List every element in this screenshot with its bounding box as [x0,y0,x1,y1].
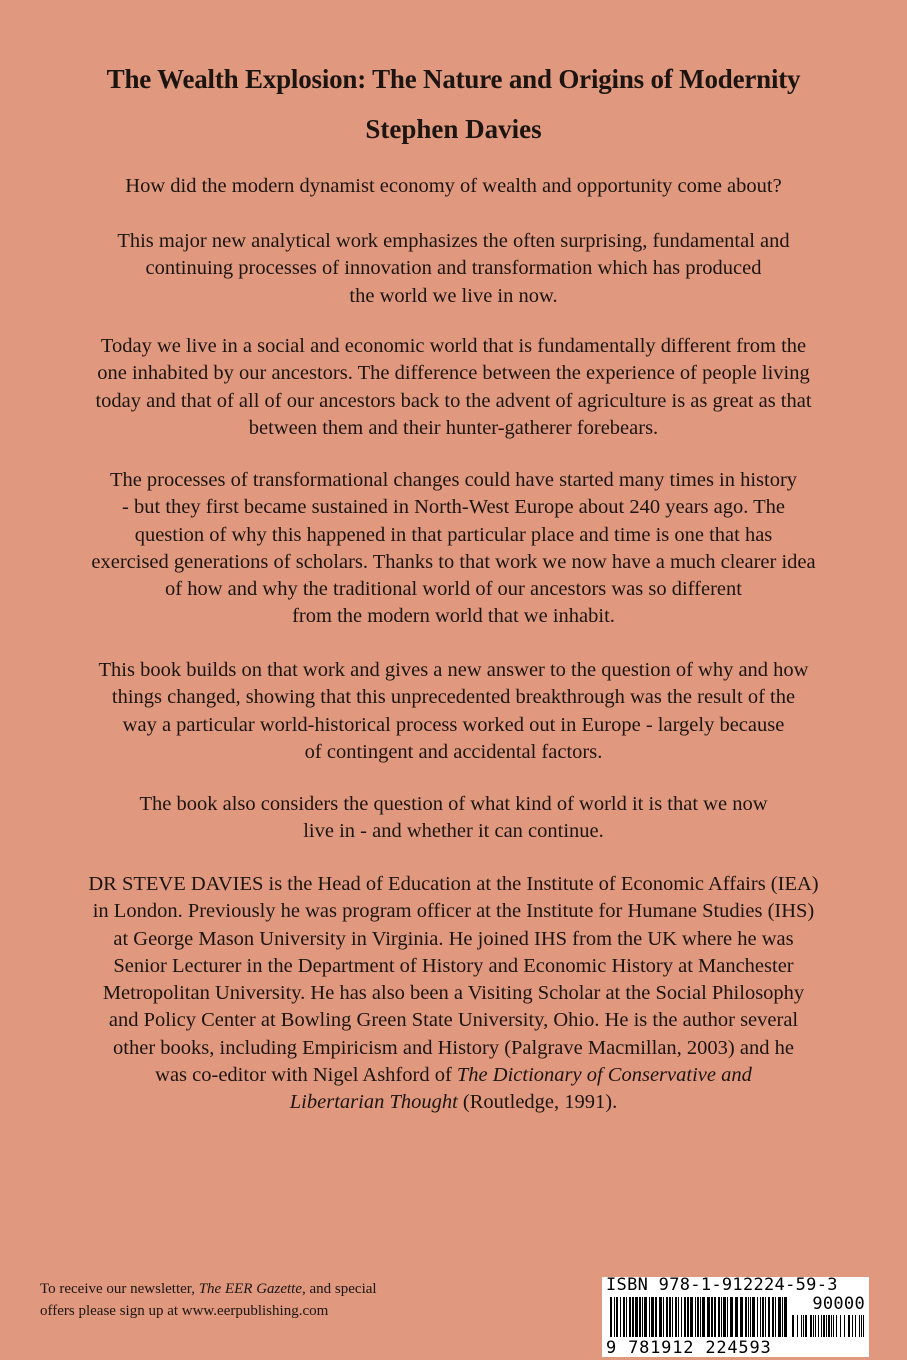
text-line: - but they first became sustained in North-West Europe about 240 years ago. The [122,496,785,519]
text-line: This major new analytical work emphasizes the often surprising, fundamental and [117,230,790,252]
barcode-bar [805,1315,807,1337]
text-line: of how and why the traditional world of our ancestors was so different [165,578,742,601]
barcode-bar [695,1297,696,1337]
barcode-bar [778,1297,781,1337]
barcode-bar [745,1297,747,1337]
barcode-bar [768,1297,770,1337]
barcode-bar [852,1315,853,1337]
newsletter-note [40,1278,460,1322]
book-author: Stephen Davies [365,114,542,144]
book-title-italic: Libertarian Thought [289,1091,458,1114]
barcode-bar [681,1297,682,1337]
barcode-bar [690,1297,693,1337]
text-line: The processes of transformational changes could have started many times in history [109,469,798,491]
newsletter-name: The EER Gazette [198,1281,303,1297]
barcode-bar [762,1297,764,1337]
barcode-bar [803,1315,804,1337]
barcode-bar [723,1297,726,1337]
text-line: and Policy Center at Bowling Green State University, Ohio. He is the author several [108,1009,799,1032]
text-line: Metropolitan University. He has also been a Visiting Scholar at the Social Philosophy [102,982,805,1005]
barcode-bar [666,1297,668,1337]
barcode-bar [727,1297,728,1337]
barcode-bar [859,1315,860,1337]
text-line [40,1089,867,1116]
blurb-paragraph-1 [40,173,867,200]
barcode-bar [711,1297,713,1337]
barcode-bar [697,1297,699,1337]
barcode-bar [792,1315,794,1337]
text-segment: , and special [302,1281,377,1297]
text-line: at George Mason University in Virginia. He joined IHS from the UK where he was [113,927,794,950]
text-segment: (Routledge, 1991). [457,1091,618,1114]
barcode-bar [678,1297,679,1337]
text-line [40,1278,460,1300]
barcode-bar [651,1297,654,1337]
barcode-bar [707,1297,710,1337]
barcode-bar [823,1315,825,1337]
barcode-bar [675,1297,677,1337]
barcode-bar [757,1297,758,1337]
barcode-bar [772,1297,774,1337]
barcode-bar [821,1315,822,1337]
barcode-bar [614,1297,615,1337]
barcode-bar [702,1297,705,1337]
barcode-bar [642,1297,643,1337]
book-title-italic: The Dictionary of Conservative and [456,1064,752,1087]
barcode-bar [831,1315,832,1337]
barcode-bar [644,1297,647,1337]
barcode-bar [813,1315,814,1337]
barcode-bar [632,1297,634,1337]
barcode-bar [810,1315,812,1337]
text-line: way a particular world-historical process worked out in Europe - largely because [122,713,785,736]
blurb-paragraph-5 [40,657,867,766]
text-line: question of why this happened in that particular place and time is one that has [134,523,773,546]
barcode-bar [855,1315,856,1337]
text-line: offers please sign up at www.eerpublishing.com [40,1303,329,1319]
barcode-bar [752,1297,755,1337]
text-line: The book also considers the question of what kind of world it is that we now [139,793,768,815]
isbn-barcode [602,1277,869,1357]
text-line: things changed, showing that this unprecedented breakthrough was the result of the [111,686,796,709]
text-line: Senior Lecturer in the Department of History and Economic History at Manchester [113,954,794,977]
book-title: The Wealth Explosion: The Nature and Origins of Modernity [106,64,801,94]
text-segment: To receive our newsletter, [40,1281,199,1297]
barcode-bar [848,1315,850,1337]
barcode-bar [863,1315,864,1337]
text-line: between them and their hunter-gatherer forebears. [248,416,659,439]
barcode-bar [740,1297,743,1337]
barcode-bar [801,1315,802,1337]
barcode-bar [828,1315,830,1337]
barcode-bar [623,1297,625,1337]
barcode-bar [659,1297,662,1337]
barcode-bar [750,1297,751,1337]
barcode-bar [669,1297,671,1337]
barcode-bar [616,1297,618,1337]
barcode-bar [826,1315,827,1337]
blurb-paragraph-2 [40,228,867,310]
barcode-bar [797,1315,798,1337]
barcode-bar [833,1315,834,1337]
barcode-bar [655,1297,657,1337]
text-line: the world we live in now. [349,284,558,307]
barcode-bar [620,1297,621,1337]
barcode-bar [639,1297,641,1337]
text-line: live in - and whether it can continue. [303,820,604,843]
barcode-bar [775,1297,776,1337]
barcode-bar [784,1297,787,1337]
price-code: 90000 [812,1294,865,1314]
text-line: This book builds on that work and gives a new answer to the question of why and how [98,659,809,681]
barcode-bar [626,1297,627,1337]
barcode-bar [840,1315,841,1337]
barcode-bar [663,1297,664,1337]
barcode-bar [730,1297,733,1337]
text-line: continuing processes of innovation and transformation which has produced [145,257,762,280]
text-line: today and that of all of our ancestors back to the advent of agriculture is as great as that [95,389,812,412]
barcode-bar [610,1297,612,1337]
text-line: of contingent and accidental factors. [304,740,603,763]
barcode-bar [721,1297,722,1337]
text-line: other books, including Empiricism and History (Palgrave Macmillan, 2003) and he [113,1036,794,1059]
blurb-paragraph-3 [40,333,867,442]
text-line [40,1062,867,1089]
barcode-bar [836,1315,837,1337]
barcode-bar [818,1315,819,1337]
author-bio [40,871,867,1117]
barcode-bar [735,1297,738,1337]
barcode-bar [635,1297,638,1337]
blurb-paragraph-6 [40,791,867,846]
text-line: exercised generations of scholars. Thanks to that work we now have a much clearer idea [91,550,816,573]
text-line: one inhabited by our ancestors. The difference between the experience of people living [97,362,810,385]
barcode-bar [672,1297,673,1337]
blurb-paragraph-4 [40,467,867,631]
barcode-bar [765,1297,766,1337]
barcode-bar [760,1297,761,1337]
text-line: Today we live in a social and economic world that is fundamentally different from the [100,335,807,357]
barcode-bar [861,1315,862,1337]
text-line: How did the modern dynamist economy of wealth and opportunity come about? [125,175,782,197]
barcode-bar [782,1297,783,1337]
isbn-label: ISBN 978-1-912224-59-3 [606,1277,838,1295]
text-segment: was co-editor with Nigel Ashford of [155,1064,457,1087]
barcode-bar [815,1315,816,1337]
text-line: from the modern world that we inhabit. [292,605,615,628]
barcode-bar [629,1297,631,1337]
text-line: DR STEVE DAVIES is the Head of Education at the Institute of Economic Affairs (IEA) [88,873,819,895]
ean-number: 9 781912 224593 [606,1338,772,1357]
text-line: in London. Previously he was program officer at the Institute for Humane Studies (IHS) [92,900,815,923]
barcode-bar [714,1297,716,1337]
barcode-bar [649,1297,650,1337]
barcode-bar [687,1297,689,1337]
barcode-bar [700,1297,701,1337]
barcode-bar [684,1297,686,1337]
barcode-bar [718,1297,720,1337]
barcode-bar [844,1315,845,1337]
barcode-bar [748,1297,749,1337]
